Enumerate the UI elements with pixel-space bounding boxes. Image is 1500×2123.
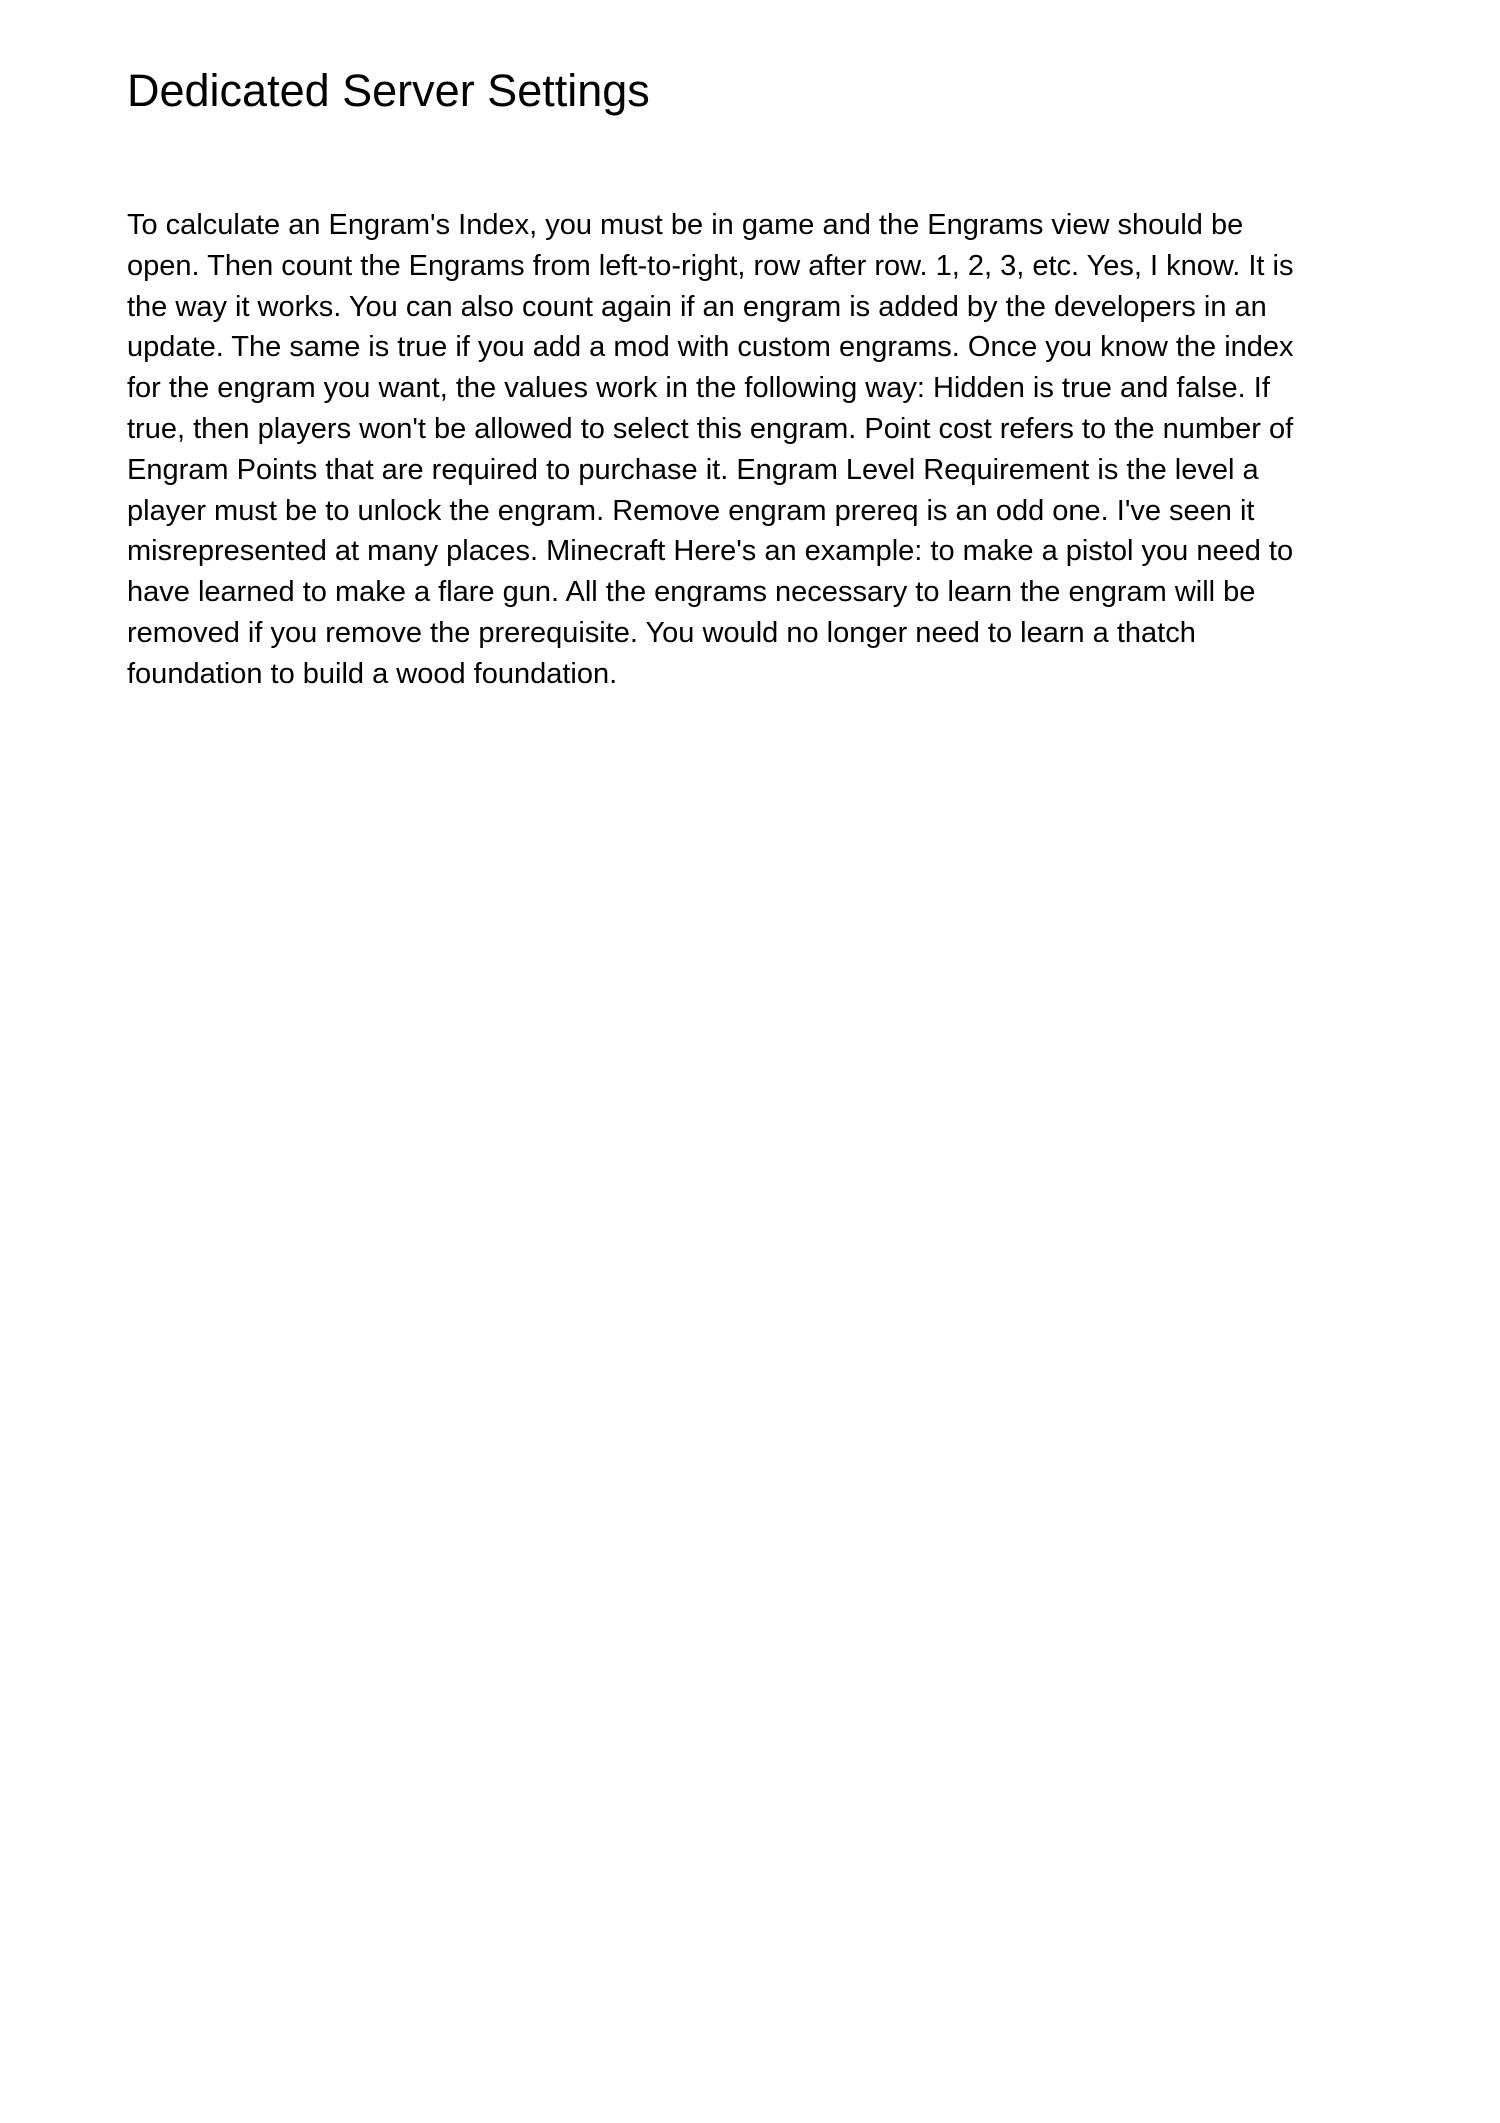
- body-line: update. The same is true if you add a mod with custom engrams. Once you know the index: [127, 331, 1294, 364]
- body-line: misrepresented at many places. Minecraft Here's an example: to make a pistol you need to: [127, 535, 1294, 568]
- body-line: true, then players won't be allowed to select this engram. Point cost refers to the number of: [127, 412, 1294, 445]
- page-title: Dedicated Server Settings: [127, 65, 650, 116]
- body-line: the way it works. You can also count again if an engram is added by the developers in an: [127, 290, 1267, 323]
- body-line: foundation to build a wood foundation.: [127, 657, 618, 690]
- body-line: removed if you remove the prerequisite. You would no longer need to learn a thatch: [127, 616, 1196, 649]
- body-line: player must be to unlock the engram. Remove engram prereq is an odd one. I've seen it: [127, 494, 1255, 527]
- body-line: To calculate an Engram's Index, you must be in game and the Engrams view should be: [127, 209, 1244, 241]
- body-line: Engram Points that are required to purchase it. Engram Level Requirement is the level a: [127, 453, 1259, 486]
- body-line: open. Then count the Engrams from left-to-right, row after row. 1, 2, 3, etc. Yes, I know. It is: [127, 249, 1294, 282]
- body-line: for the engram you want, the values work in the following way: Hidden is true and false. If: [127, 372, 1270, 405]
- body-line: have learned to make a flare gun. All the engrams necessary to learn the engram will be: [127, 576, 1256, 609]
- body-paragraph: [127, 205, 1427, 695]
